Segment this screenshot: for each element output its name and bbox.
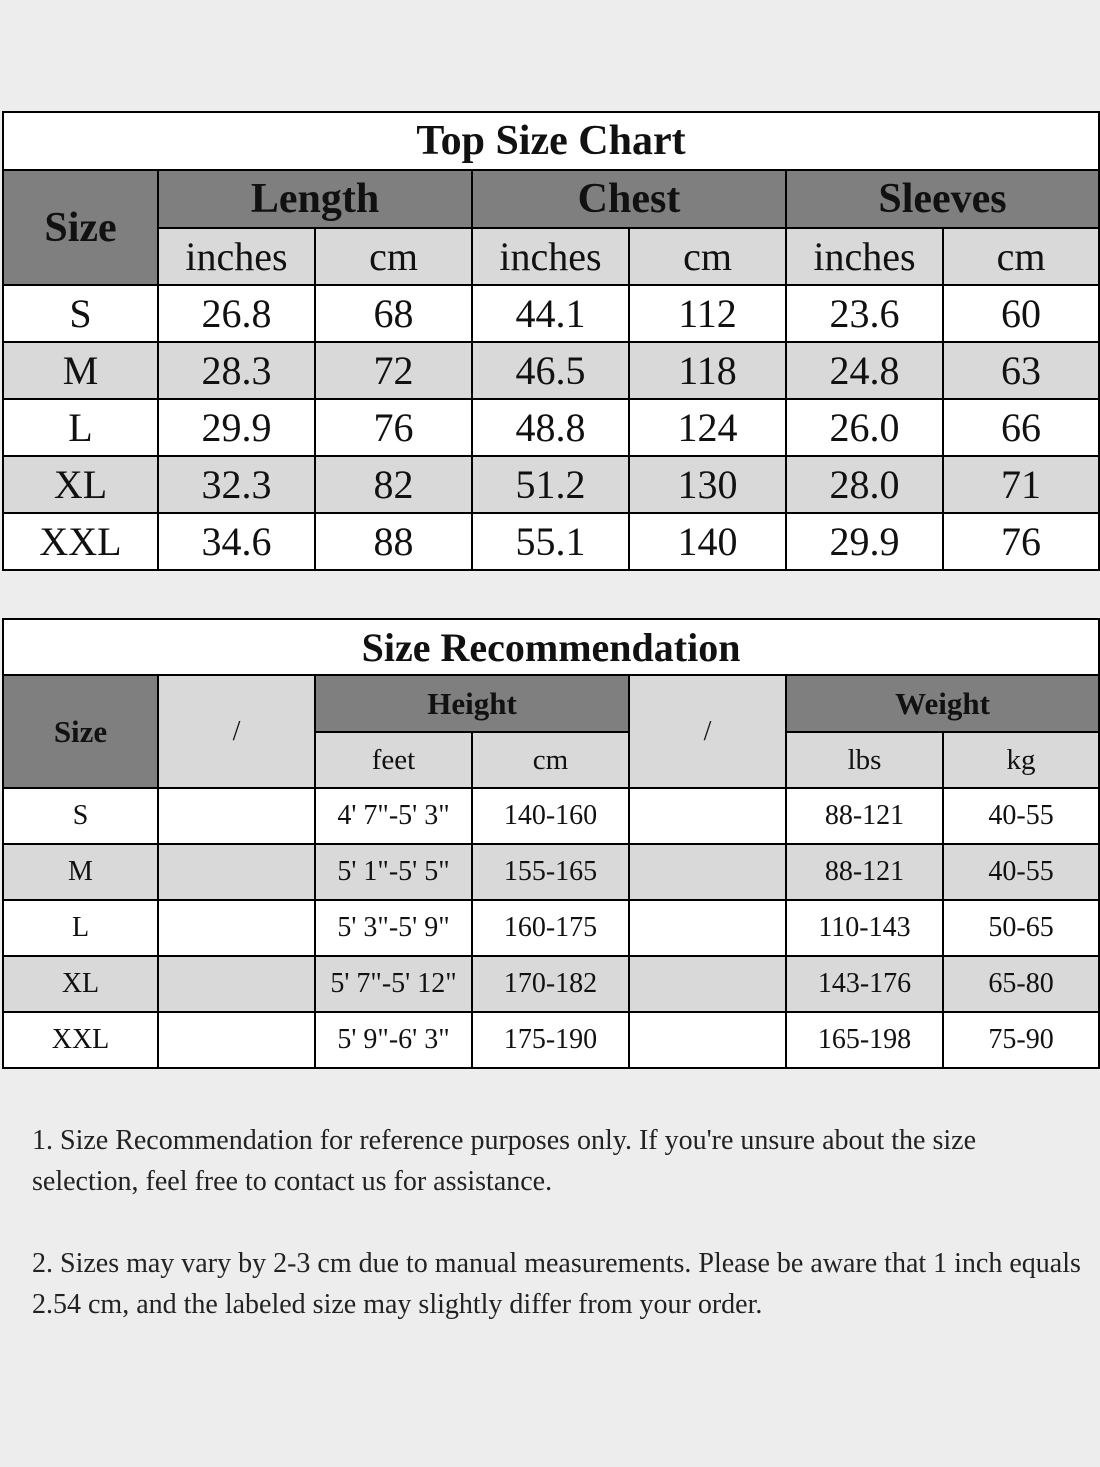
height-cm-cell: 155-165 <box>472 844 629 900</box>
weight-header: Weight <box>786 675 1099 732</box>
size-cell: XL <box>3 456 158 513</box>
weight-lbs-cell: 165-198 <box>786 1012 943 1068</box>
table-row <box>3 788 1099 844</box>
weight-kg-cell: 65-80 <box>943 956 1099 1012</box>
unit-header: cm <box>629 228 786 285</box>
value-cell: 34.6 <box>158 513 315 570</box>
size-cell: XL <box>3 956 158 1012</box>
size-cell: S <box>3 285 158 342</box>
table-row <box>3 844 1099 900</box>
value-cell: 130 <box>629 456 786 513</box>
value-cell: 55.1 <box>472 513 629 570</box>
value-cell: 44.1 <box>472 285 629 342</box>
value-cell: 63 <box>943 342 1099 399</box>
unit-header: lbs <box>786 732 943 788</box>
size-cell: S <box>3 788 158 844</box>
empty-cell <box>629 844 786 900</box>
weight-kg-cell: 75-90 <box>943 1012 1099 1068</box>
empty-cell <box>629 788 786 844</box>
weight-lbs-cell: 110-143 <box>786 900 943 956</box>
slash-cell: / <box>158 675 315 788</box>
value-cell: 66 <box>943 399 1099 456</box>
value-cell: 68 <box>315 285 472 342</box>
weight-kg-cell: 40-55 <box>943 844 1099 900</box>
value-cell: 28.3 <box>158 342 315 399</box>
height-cm-cell: 170-182 <box>472 956 629 1012</box>
value-cell: 112 <box>629 285 786 342</box>
table-row <box>3 399 1099 456</box>
size-recommendation-table <box>2 618 1100 1069</box>
table-row <box>3 513 1099 570</box>
value-cell: 124 <box>629 399 786 456</box>
unit-header: cm <box>472 732 629 788</box>
size-header: Size <box>3 170 158 285</box>
height-cm-cell: 140-160 <box>472 788 629 844</box>
size-cell: M <box>3 342 158 399</box>
weight-lbs-cell: 88-121 <box>786 844 943 900</box>
top-size-chart-table <box>2 111 1100 571</box>
value-cell: 24.8 <box>786 342 943 399</box>
empty-cell <box>158 788 315 844</box>
length-header: Length <box>158 170 472 228</box>
empty-cell <box>158 900 315 956</box>
value-cell: 32.3 <box>158 456 315 513</box>
value-cell: 28.0 <box>786 456 943 513</box>
empty-cell <box>629 1012 786 1068</box>
unit-header: kg <box>943 732 1099 788</box>
table-row <box>3 342 1099 399</box>
value-cell: 29.9 <box>158 399 315 456</box>
height-feet-cell: 4' 7"-5' 3" <box>315 788 472 844</box>
height-header: Height <box>315 675 629 732</box>
table-row <box>3 1012 1099 1068</box>
value-cell: 60 <box>943 285 1099 342</box>
size-recommendation-title: Size Recommendation <box>3 619 1099 675</box>
value-cell: 48.8 <box>472 399 629 456</box>
unit-header: cm <box>943 228 1099 285</box>
size-cell: L <box>3 399 158 456</box>
value-cell: 46.5 <box>472 342 629 399</box>
weight-lbs-cell: 143-176 <box>786 956 943 1012</box>
value-cell: 51.2 <box>472 456 629 513</box>
value-cell: 71 <box>943 456 1099 513</box>
note-2: 2. Sizes may vary by 2-3 cm due to manual measurements. Please be aware that 1 inch equals 2.54 cm, and the labeled size may slightly differ from your order. <box>32 1248 1081 1320</box>
size-cell: L <box>3 900 158 956</box>
chest-header: Chest <box>472 170 786 228</box>
empty-cell <box>629 900 786 956</box>
size-cell: XXL <box>3 1012 158 1068</box>
weight-kg-cell: 40-55 <box>943 788 1099 844</box>
slash-cell: / <box>629 675 786 788</box>
height-cm-cell: 160-175 <box>472 900 629 956</box>
unit-header: inches <box>158 228 315 285</box>
unit-header: feet <box>315 732 472 788</box>
value-cell: 88 <box>315 513 472 570</box>
unit-header: inches <box>472 228 629 285</box>
value-cell: 23.6 <box>786 285 943 342</box>
height-feet-cell: 5' 1"-5' 5" <box>315 844 472 900</box>
height-feet-cell: 5' 7"-5' 12" <box>315 956 472 1012</box>
height-cm-cell: 175-190 <box>472 1012 629 1068</box>
value-cell: 76 <box>943 513 1099 570</box>
value-cell: 76 <box>315 399 472 456</box>
height-feet-cell: 5' 9"-6' 3" <box>315 1012 472 1068</box>
sleeves-header: Sleeves <box>786 170 1099 228</box>
value-cell: 72 <box>315 342 472 399</box>
value-cell: 29.9 <box>786 513 943 570</box>
value-cell: 140 <box>629 513 786 570</box>
table-row <box>3 285 1099 342</box>
empty-cell <box>629 956 786 1012</box>
weight-lbs-cell: 88-121 <box>786 788 943 844</box>
note-1: 1. Size Recommendation for reference purposes only. If you're unsure about the size selection, feel free to contact us for assistance. <box>32 1125 977 1197</box>
height-feet-cell: 5' 3"-5' 9" <box>315 900 472 956</box>
empty-cell <box>158 844 315 900</box>
table-row <box>3 900 1099 956</box>
weight-kg-cell: 50-65 <box>943 900 1099 956</box>
empty-cell <box>158 1012 315 1068</box>
size-cell: XXL <box>3 513 158 570</box>
value-cell: 26.8 <box>158 285 315 342</box>
top-size-chart-title: Top Size Chart <box>3 112 1099 170</box>
table-row <box>3 456 1099 513</box>
size-cell: M <box>3 844 158 900</box>
value-cell: 82 <box>315 456 472 513</box>
value-cell: 26.0 <box>786 399 943 456</box>
empty-cell <box>158 956 315 1012</box>
unit-header: cm <box>315 228 472 285</box>
size-header: Size <box>3 675 158 788</box>
table-row <box>3 956 1099 1012</box>
value-cell: 118 <box>629 342 786 399</box>
unit-header: inches <box>786 228 943 285</box>
